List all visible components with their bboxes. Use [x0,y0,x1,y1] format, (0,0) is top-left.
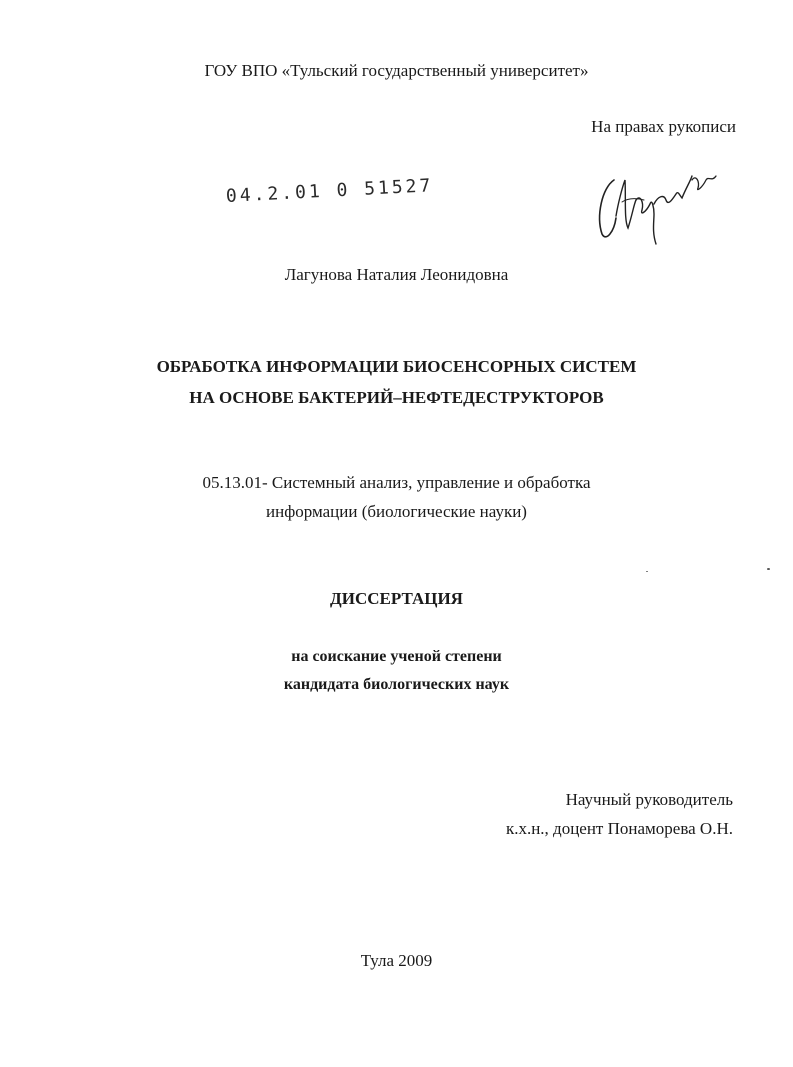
place-and-year: Тула 2009 [360,951,433,970]
signature-image [592,158,720,250]
document-type: ДИССЕРТАЦИЯ [330,589,463,608]
author-name: Лагунова Наталия Леонидовна [284,265,509,284]
degree-line-2: кандидата биологических наук [283,676,510,693]
title-line-1: ОБРАБОТКА ИНФОРМАЦИИ БИОСЕНСОРНЫХ СИСТЕМ [156,357,637,376]
supervisor-name: к.х.н., доцент Понаморева О.Н. [505,819,733,838]
rights-notice: На правах рукописи [591,117,736,136]
institution-name: ГОУ ВПО «Тульский государственный университет» [204,61,589,80]
supervisor-label: Научный руководитель [565,790,733,809]
title-line-2: НА ОСНОВЕ БАКТЕРИЙ–НЕФТЕДЕСТРУКТОРОВ [189,388,604,407]
degree-line-1: на соискание ученой степени [291,648,502,665]
scan-speck [646,571,648,572]
specialty-line-2: информации (биологические науки) [266,502,527,521]
registration-stamp: 04.2.01 0 51527 [225,175,434,207]
scan-speck [767,568,770,570]
specialty-line-1: 05.13.01- Системный анализ, управление и обработка [202,473,591,492]
